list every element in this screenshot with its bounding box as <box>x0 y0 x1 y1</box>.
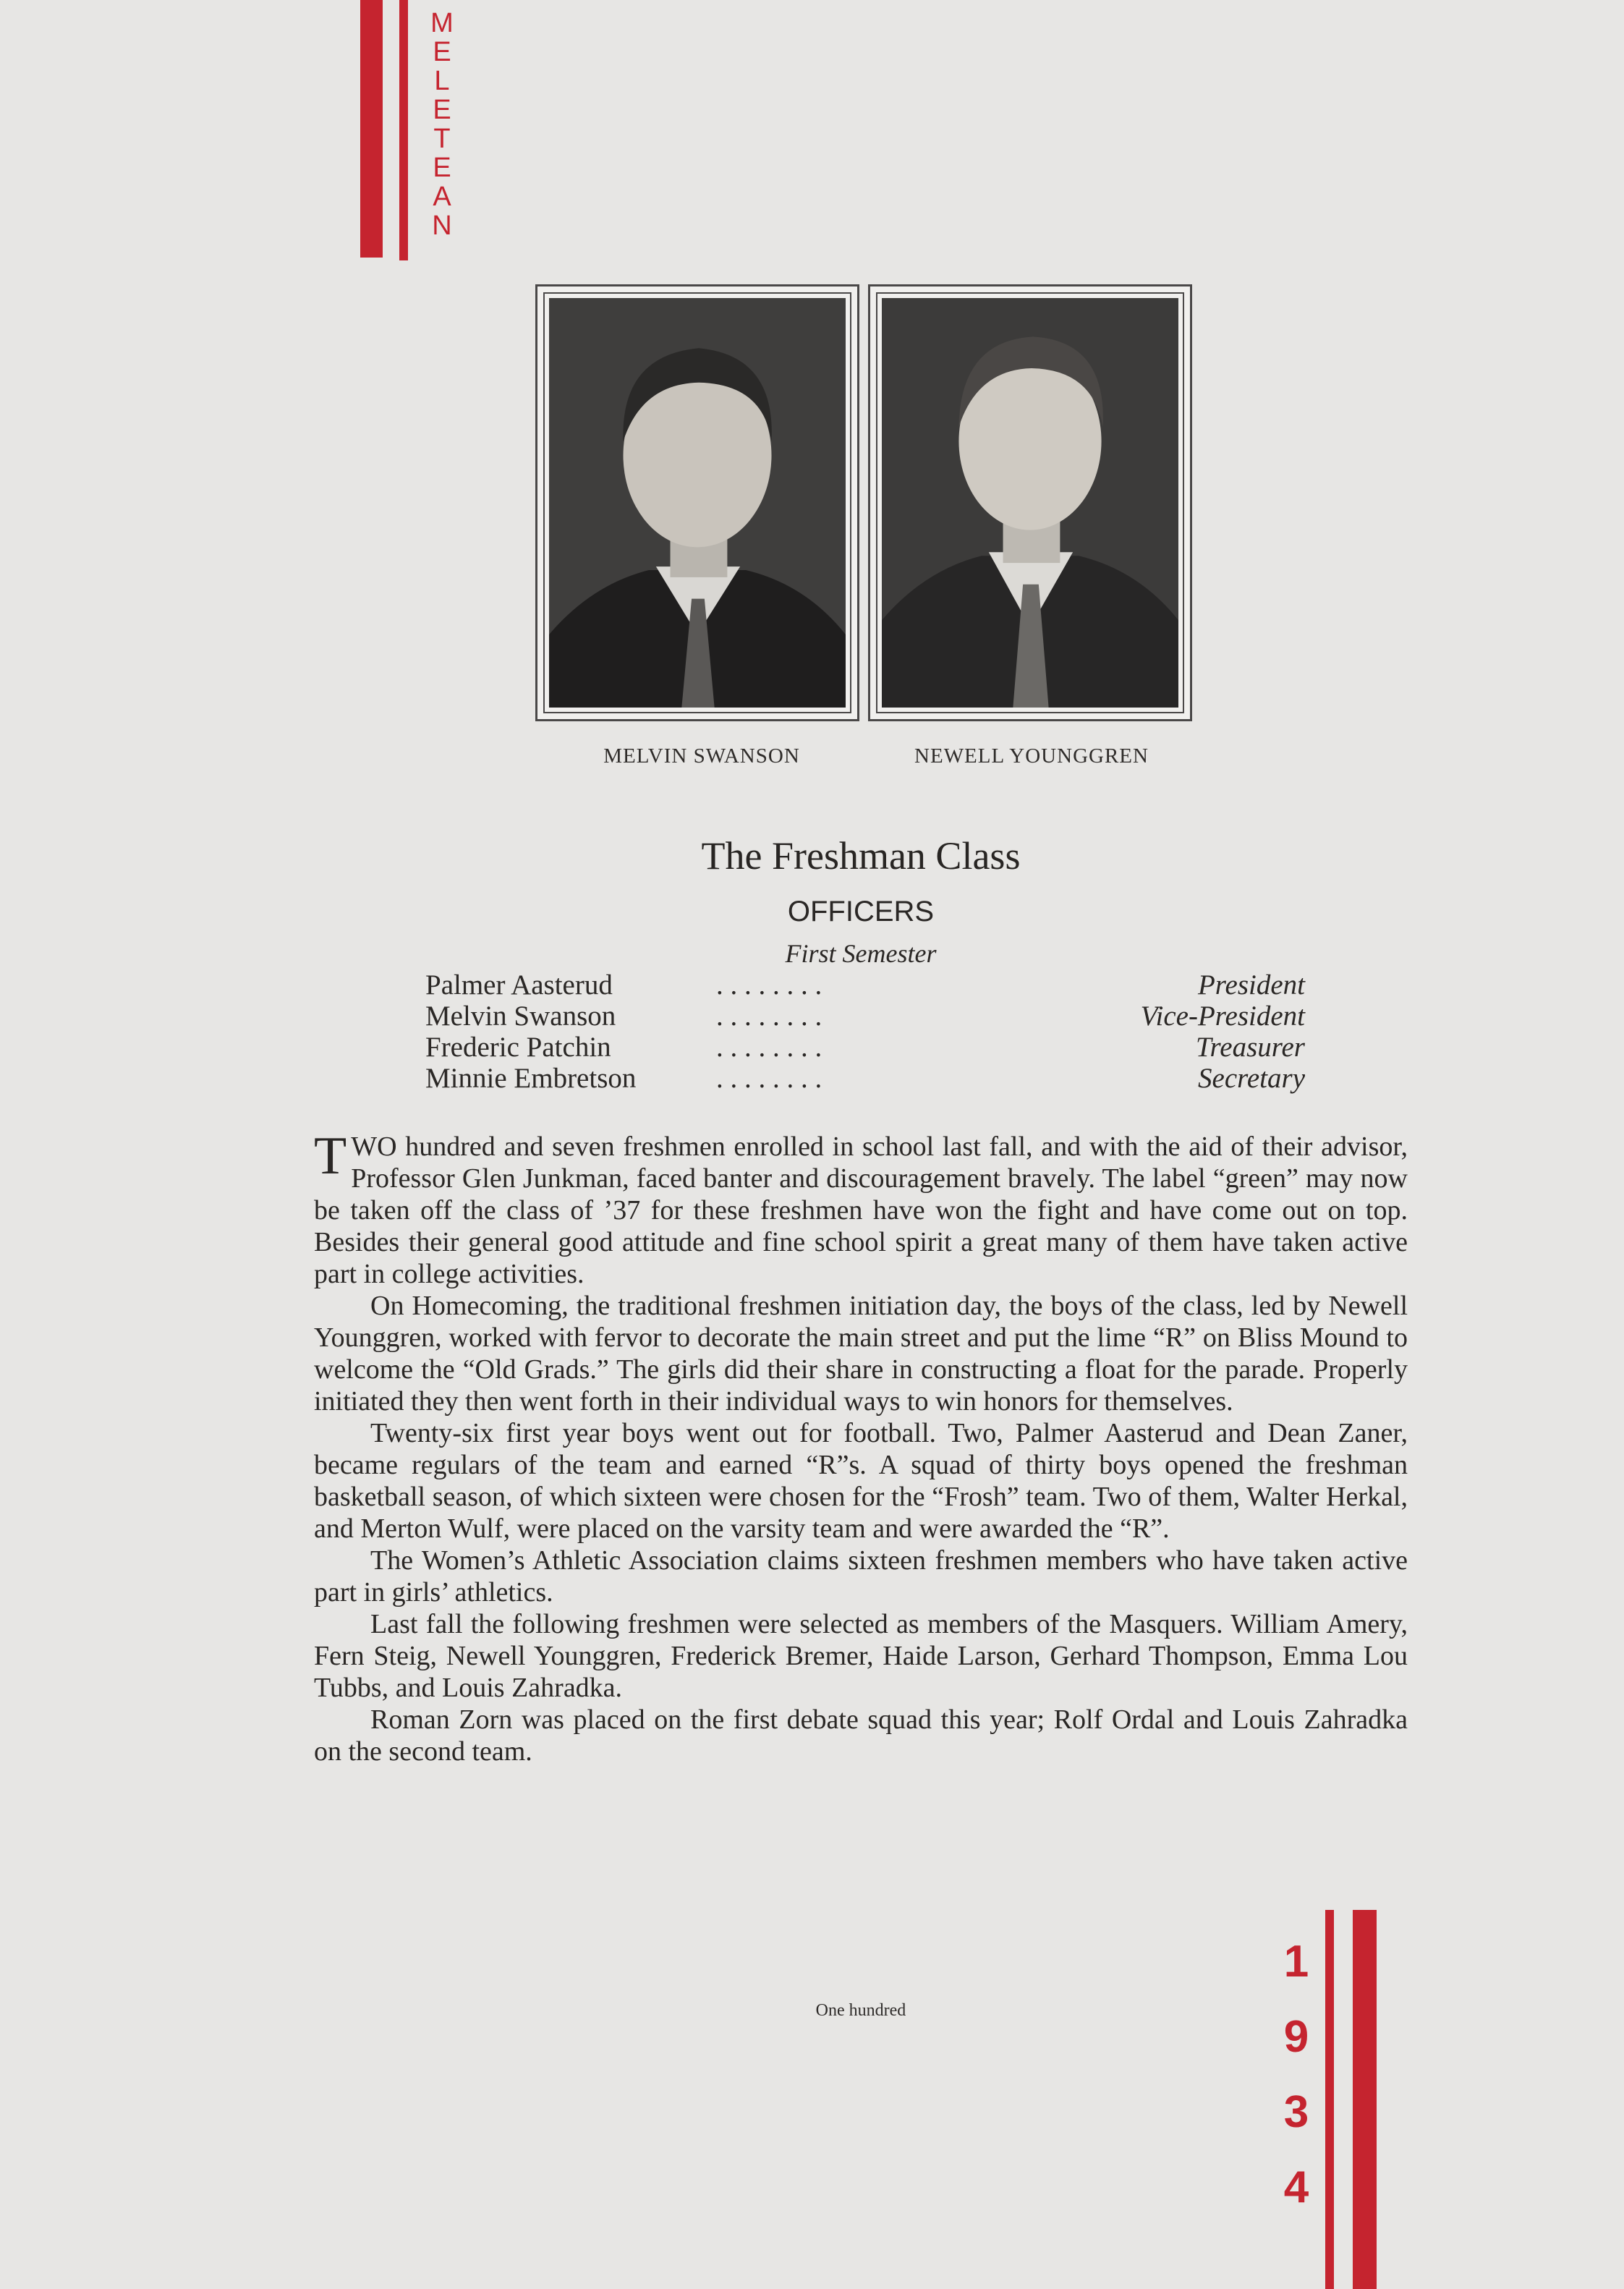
dot-leader: . . . . . . . . <box>716 1063 822 1094</box>
accent-bar-bottom-right-thick <box>1353 1910 1377 2289</box>
dot-leader: . . . . . . . . <box>716 969 822 1001</box>
officer-name: Minnie Embretson <box>425 1063 637 1094</box>
paragraph: Roman Zorn was placed on the first debate squad this year; Rolf Ordal and Louis Zahradka on the second team. <box>314 1704 1408 1767</box>
accent-bar-top-left-thick <box>360 0 383 258</box>
portrait-photo <box>549 298 846 708</box>
officer-name: Melvin Swanson <box>425 1001 616 1032</box>
masthead-letter: E <box>433 95 451 125</box>
officers-list <box>425 969 1305 1094</box>
paragraph: Twenty-six first year boys went out for football. Two, Palmer Aasterud and Dean Zaner, became regulars of the team and earned “R”s. A squad of thirty boys opened the freshman basketball season, of which sixteen were chosen for the “Frosh” team. Two of them, Walter Herkal, and Merton Wulf, were placed on the varsity team and were awarded the “R”. <box>314 1418 1408 1544</box>
paragraph <box>314 1126 1408 1290</box>
officer-row <box>425 1063 1305 1094</box>
paragraph: On Homecoming, the traditional freshmen initiation day, the boys of the class, led by Newell Younggren, worked with fervor to decorate the main street and put the lime “R” on Bliss Mound to welcome the “Old Grads.” The girls did their share in constructing a float for the parade. Properly initiated they then went forth in their individual ways to win honors for themselves. <box>314 1291 1408 1417</box>
masthead-letter: E <box>433 37 451 67</box>
portrait-caption: MELVIN SWANSON <box>603 744 800 768</box>
portrait-photo <box>882 298 1178 708</box>
semester-subheading: First Semester <box>785 939 937 968</box>
officer-name: Palmer Aasterud <box>425 969 613 1001</box>
officer-role: Secretary <box>1198 1063 1305 1094</box>
officer-row <box>425 1032 1305 1063</box>
accent-bar-bottom-right-thin <box>1325 1910 1334 2289</box>
officer-role: President <box>1197 969 1305 1001</box>
officers-heading: OFFICERS <box>787 896 935 927</box>
masthead-letter: A <box>433 182 451 212</box>
section-title: The Freshman Class <box>701 834 1021 878</box>
masthead-letter: M <box>430 8 454 38</box>
portrait-frame-melvin-swanson <box>535 284 859 721</box>
accent-bar-top-left-thin <box>399 0 408 260</box>
officer-role: Treasurer <box>1196 1032 1305 1063</box>
paragraph: Last fall the following freshmen were selected as members of the Masquers. William Amery, Fern Steig, Newell Younggren, Frederick Bremer, Haide Larson, Gerhard Thompson, Emma Lou Tubbs, and Louis Zahradka. <box>314 1609 1408 1703</box>
officer-name: Frederic Patchin <box>425 1032 611 1063</box>
masthead-letter: E <box>433 153 451 183</box>
dot-leader: . . . . . . . . <box>716 1032 822 1063</box>
year-digit: 9 <box>1283 2012 1309 2062</box>
masthead-letter: L <box>434 66 450 96</box>
officer-row <box>425 969 1305 1001</box>
officer-role: Vice-President <box>1140 1001 1305 1032</box>
year-digit: 3 <box>1283 2087 1309 2137</box>
year-vertical <box>1275 1924 1318 2225</box>
portrait-frame-newell-younggren <box>868 284 1192 721</box>
officer-row <box>425 1001 1305 1032</box>
paragraph-text: WO hundred and seven freshmen enrolled in school last fall, and with the aid of their advisor, Professor Glen Junkman, faced banter and discouragement bravely. The label “green” may now be taken off the class of ’37 for these freshmen have won the fight and have come out on top. Besides their general good attitude and fine school spirit a great many of them have taken active part in college activities. <box>314 1131 1408 1289</box>
year-digit: 4 <box>1283 2162 1309 2212</box>
dot-leader: . . . . . . . . <box>716 1001 822 1032</box>
page-folio: One hundred <box>815 2001 906 2020</box>
paragraph: The Women’s Athletic Association claims sixteen freshmen members who have taken active part in girls’ athletics. <box>314 1545 1408 1608</box>
masthead-letter: T <box>433 124 451 154</box>
drop-cap: T <box>314 1126 347 1186</box>
portrait-caption: NEWELL YOUNGGREN <box>914 744 1149 768</box>
article-body <box>314 1126 1408 1767</box>
masthead-letter: N <box>432 211 452 241</box>
masthead-meletean <box>424 9 460 240</box>
year-digit: 1 <box>1283 1937 1309 1987</box>
